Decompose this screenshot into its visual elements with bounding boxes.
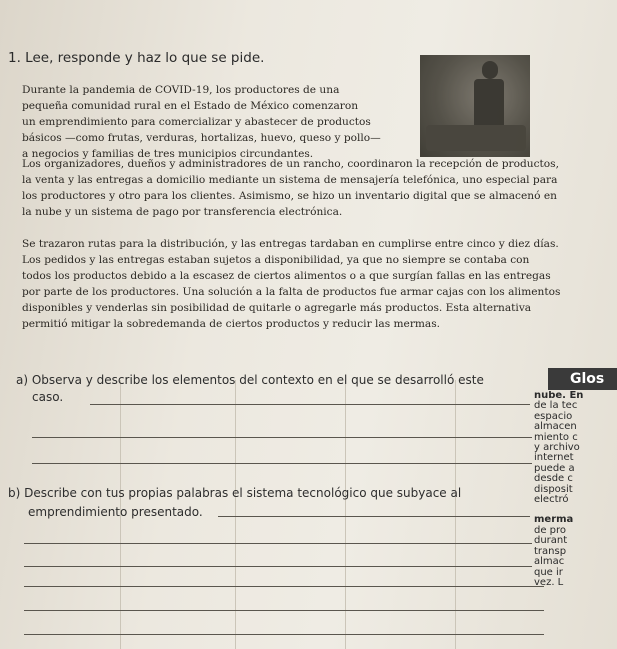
answer-line-b5[interactable] bbox=[24, 610, 544, 611]
answer-line-b2[interactable] bbox=[24, 543, 532, 544]
question-b: b) Describe con tus propias palabras el sistema tecnológico que subyace al bbox=[8, 486, 462, 500]
intro-paragraph bbox=[22, 82, 442, 162]
glossary-line: internet bbox=[534, 452, 574, 464]
page-ruling bbox=[455, 380, 456, 649]
exercise-title: 1. Lee, responde y haz lo que se pide. bbox=[8, 50, 265, 66]
question-a-cont: caso. bbox=[32, 390, 64, 404]
text-line: a negocios y familias de tres municipios circundantes. bbox=[22, 148, 314, 160]
paragraph-distribution bbox=[22, 236, 612, 332]
glossary-line: almacen bbox=[534, 421, 577, 433]
text-line: Se trazaron rutas para la distribución, y las entregas tardaban en cumplirse entre cinco y diez días. bbox=[22, 238, 559, 250]
glossary-line: merma bbox=[534, 514, 574, 526]
answer-line-b1[interactable] bbox=[218, 516, 530, 517]
text-line: básicos —como frutas, verduras, hortalizas, huevo, queso y pollo— bbox=[22, 132, 381, 144]
glossary-line: disposit bbox=[534, 483, 573, 495]
text-line: disponibles y venderlas sin posibilidad de quitarle o agregarle más productos. Esta alternativa bbox=[22, 302, 532, 314]
glossary-line: desde c bbox=[534, 473, 573, 485]
glossary-line: miento c bbox=[534, 431, 578, 443]
text-line: pequeña comunidad rural en el Estado de México comenzaron bbox=[22, 100, 359, 112]
page-ruling bbox=[345, 380, 346, 649]
glossary-line: de pro bbox=[534, 524, 567, 536]
text-line: Los organizadores, dueños y administradores de un rancho, coordinaron la recepción de productos, bbox=[22, 158, 559, 170]
glossary-line: almac bbox=[534, 556, 565, 568]
photo-figure-body bbox=[474, 79, 504, 129]
text-line: por parte de los productores. Una solución a la falta de productos fue armar cajas con los alimentos bbox=[22, 286, 561, 298]
glossary-line: durant bbox=[534, 535, 568, 547]
text-line: la venta y las entregas a domicilio mediante un sistema de mensajería telefónica, uno especial para bbox=[22, 174, 558, 186]
glossary-line: nube. En bbox=[534, 391, 584, 401]
glossary-line: de la tec bbox=[534, 400, 578, 412]
glossary-line: vez. L bbox=[534, 576, 564, 588]
glossary-line: espacio bbox=[534, 410, 573, 422]
glossary-line: transp bbox=[534, 545, 567, 557]
text-line: permitió mitigar la sobredemanda de ciertos productos y reducir las mermas. bbox=[22, 318, 441, 330]
glossary-line: que ir bbox=[534, 566, 563, 578]
glossary-line: puede a bbox=[534, 462, 575, 474]
glossary-heading: Glos bbox=[548, 368, 617, 390]
question-a: a) Observa y describe los elementos del contexto en el que se desarrolló este bbox=[16, 373, 484, 387]
glossary-column bbox=[534, 391, 617, 588]
text-line: la nube y un sistema de pago por transferencia electrónica. bbox=[22, 206, 343, 218]
text-line: un emprendimiento para comercializar y abastecer de productos bbox=[22, 116, 371, 128]
question-b-cont: emprendimiento presentado. bbox=[28, 505, 203, 519]
answer-line-a1[interactable] bbox=[90, 404, 530, 405]
text-line: Los pedidos y las entregas estaban sujetos a disponibilidad, ya que no siempre se contaba con bbox=[22, 254, 530, 266]
answer-line-b3[interactable] bbox=[24, 566, 532, 567]
text-line: los productores y otro para los clientes. Asimismo, se hizo un inventario digital que se almacenó en bbox=[22, 190, 557, 202]
text-line: Durante la pandemia de COVID-19, los productores de una bbox=[22, 84, 340, 96]
glossary-line: y archivo bbox=[534, 442, 580, 454]
answer-line-b6[interactable] bbox=[24, 634, 544, 635]
glossary-line: electró bbox=[534, 494, 569, 506]
page-ruling bbox=[235, 380, 236, 649]
answer-line-b4[interactable] bbox=[24, 586, 544, 587]
answer-line-a3[interactable] bbox=[32, 463, 532, 464]
answer-line-a2[interactable] bbox=[32, 437, 532, 438]
paragraph-organization bbox=[22, 156, 612, 220]
photo-figure-head bbox=[482, 61, 498, 79]
text-line: todos los productos debido a la escasez de ciertos alimentos o a que surgían fallas en las entregas bbox=[22, 270, 551, 282]
